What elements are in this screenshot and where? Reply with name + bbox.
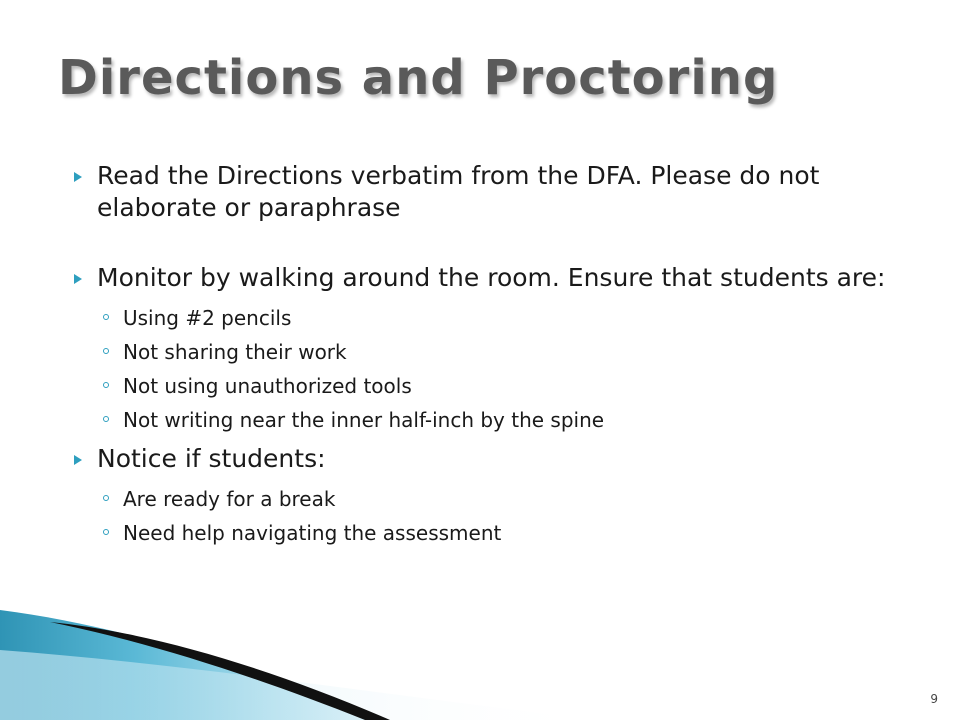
sub-bullet-item [74,335,914,369]
ring-bullet-icon [103,495,109,501]
sub-bullet-item [74,369,914,403]
arrow-bullet-icon [74,274,82,284]
sub-bullet-text: Need help navigating the assessment [123,521,502,545]
sub-bullet-item [74,403,914,437]
ring-bullet-icon [103,348,109,354]
sub-bullet-item [74,516,914,550]
ring-bullet-icon [103,382,109,388]
sub-bullet-item [74,482,914,516]
bullet-text: Notice if students: [97,444,326,473]
page-number: 9 [930,692,938,706]
bullet-item [74,443,914,475]
sub-bullet-text: Using #2 pencils [123,306,292,330]
ring-bullet-icon [103,416,109,422]
sub-bullet-text: Not using unauthorized tools [123,374,412,398]
bullet-item [74,262,914,294]
ring-bullet-icon [103,529,109,535]
bullet-item [74,160,914,224]
ring-bullet-icon [103,314,109,320]
decorative-swoosh [0,580,960,720]
slide-title: Directions and Proctoring [58,50,779,106]
arrow-bullet-icon [74,172,82,182]
sub-bullet-text: Not writing near the inner half-inch by the spine [123,408,605,432]
sub-bullet-text: Not sharing their work [123,340,347,364]
arrow-bullet-icon [74,455,82,465]
sub-bullet-item [74,301,914,335]
bullet-list [74,160,914,550]
sub-bullet-text: Are ready for a break [123,487,336,511]
bullet-text: Read the Directions verbatim from the DFA. Please do not elaborate or paraphrase [97,161,820,222]
bullet-text: Monitor by walking around the room. Ensure that students are: [97,263,886,292]
